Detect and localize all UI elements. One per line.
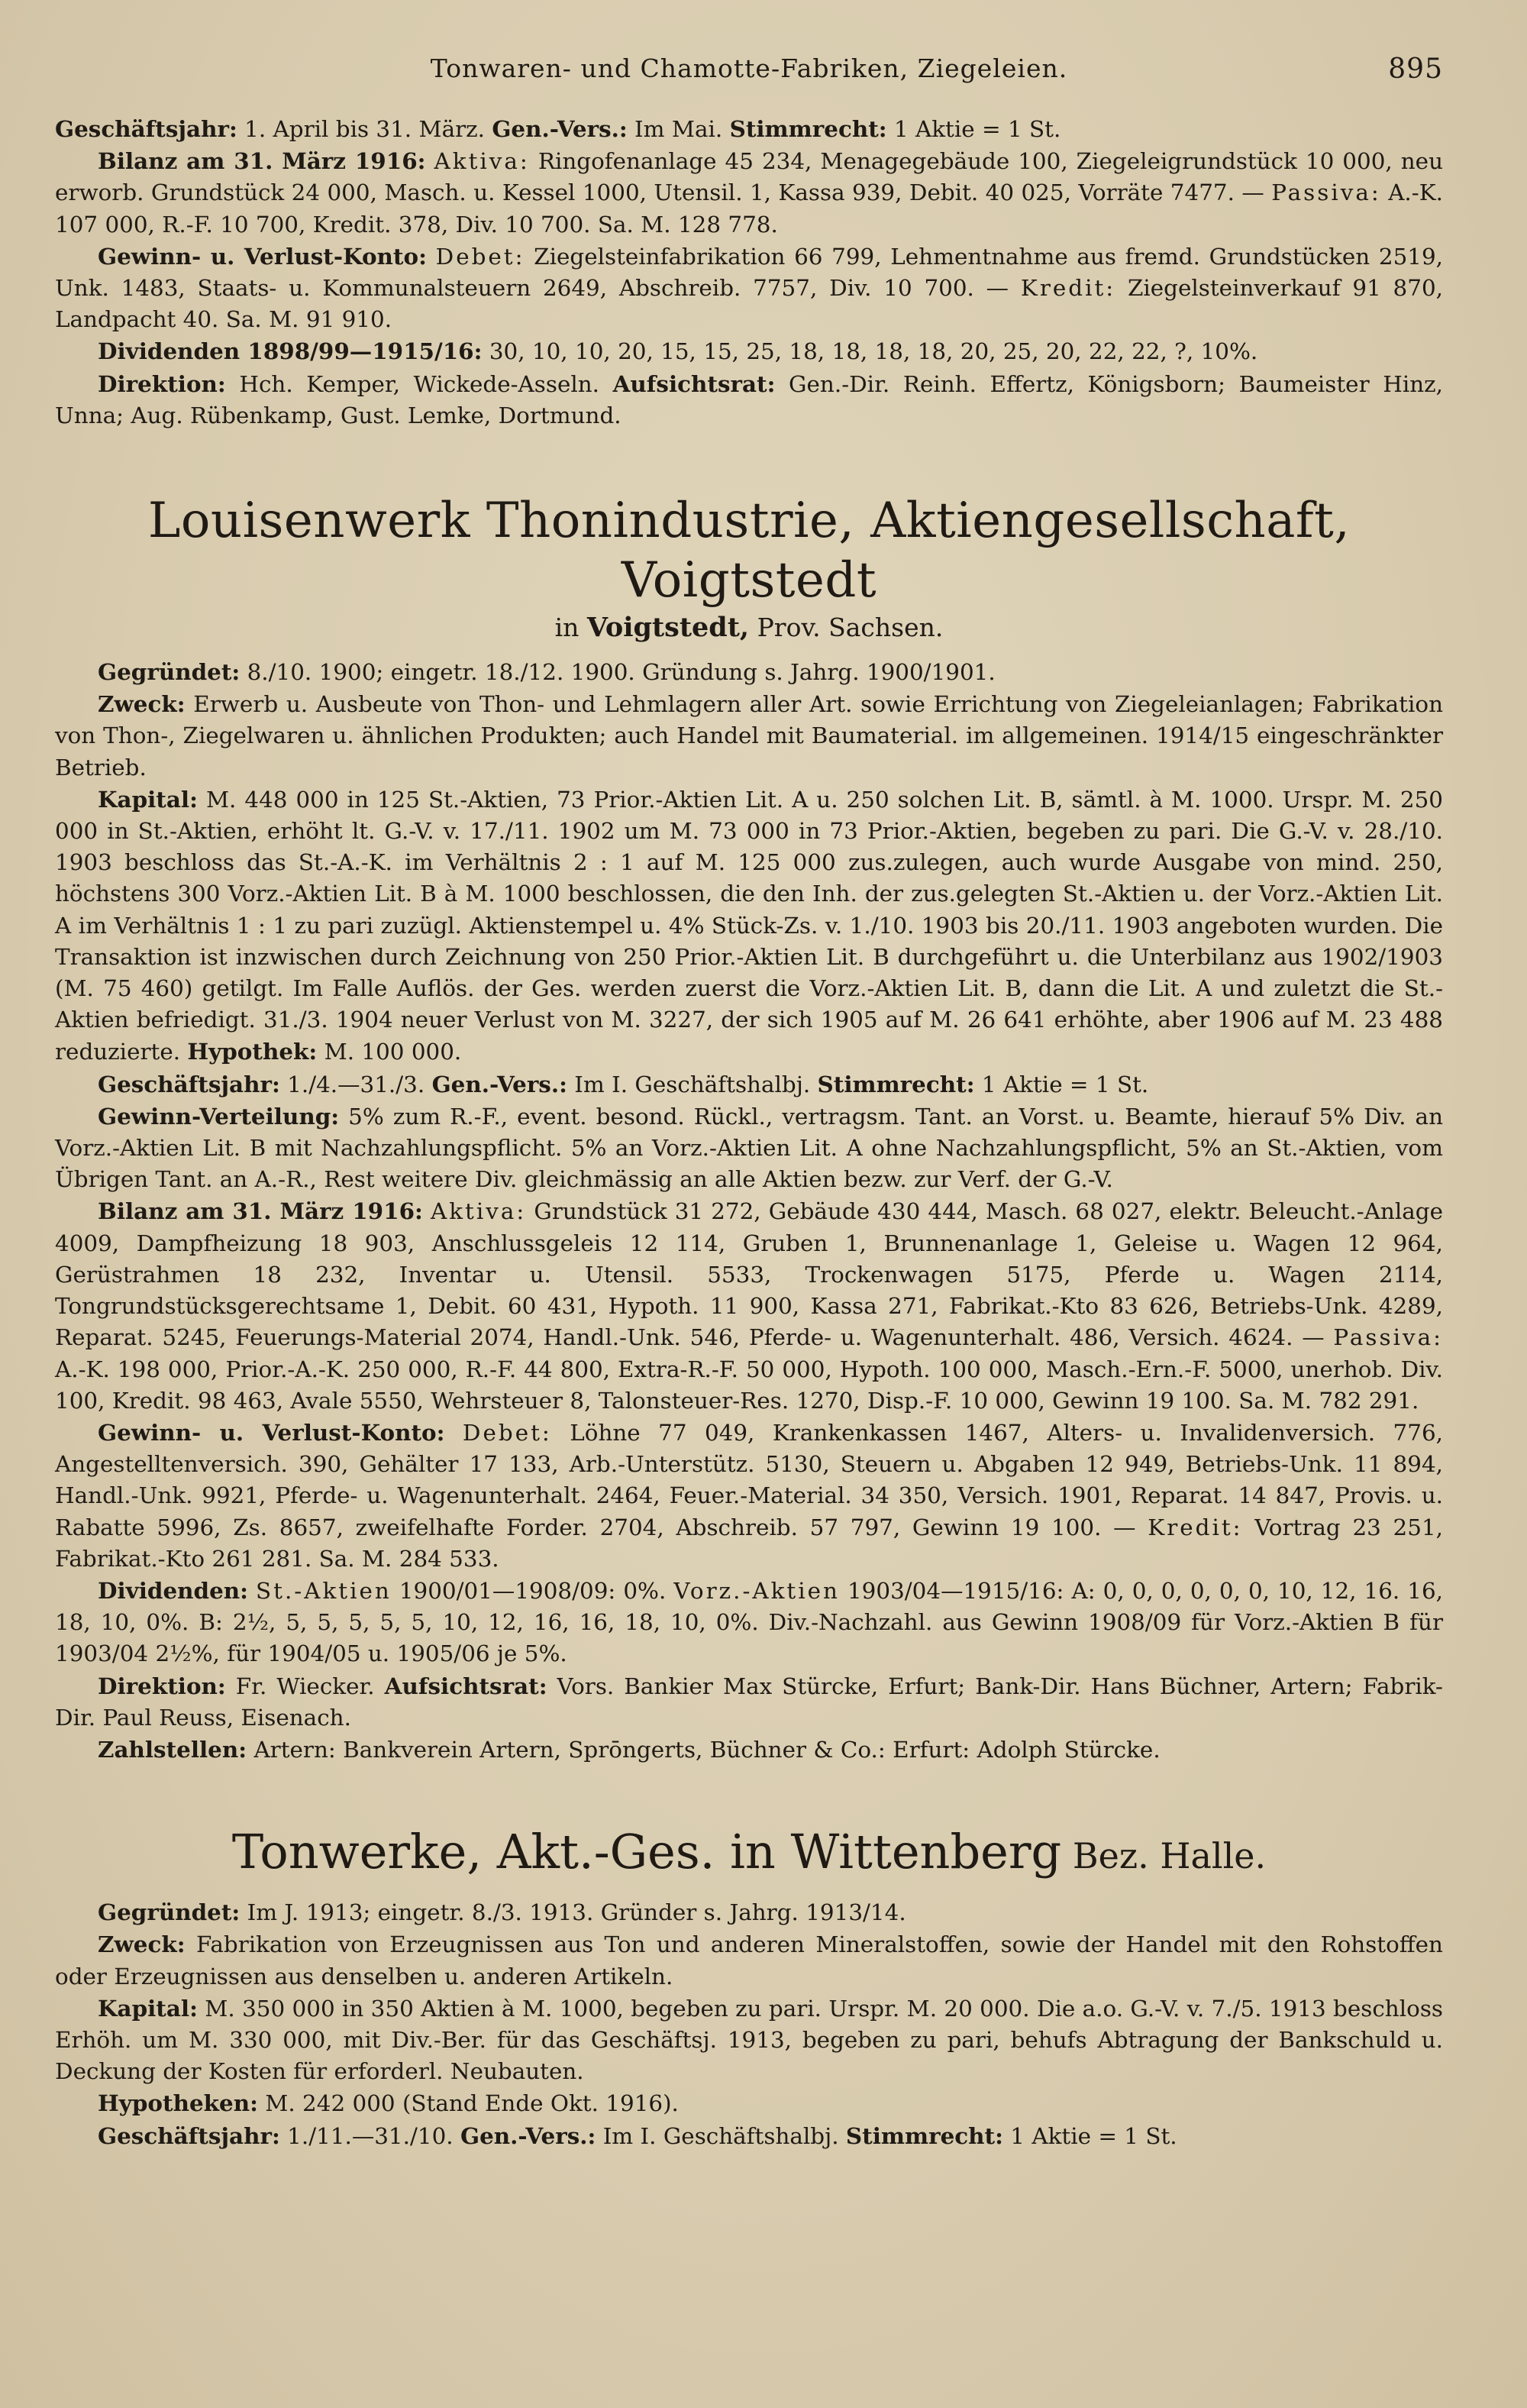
prev-direktion: Direktion: Hch. Kemper, Wickede-Asseln. Aufsichtsrat: Gen.-Dir. Reinh. Effertz, Königsborn; Baumeister Hinz, Unna; Aug. Rübenkamp, Gust. Lemke, Dortmund. bbox=[55, 370, 1443, 428]
louisenwerk-zweck: Zweck: Erwerb u. Ausbeute von Thon- und Lehmlagern aller Art. sowie Errichtung von Ziegeleianlagen; Fabrikation von Thon-, Ziegelwaren u. ähnlichen Produkten; auch Handel mit Baumaterial. im allgemeinen. 1914/15 eingeschränkter Betrieb. bbox=[55, 690, 1443, 781]
page-number: 895 bbox=[1388, 53, 1443, 85]
tonwerke-gegruendet: Gegründet: Im J. 1913; eingetr. 8./3. 1913. Gründer s. Jahrg. 1913/14. bbox=[98, 1899, 906, 1926]
louisenwerk-bilanz: Bilanz am 31. März 1916: Aktiva: Grundstück 31 272, Gebäude 430 444, Masch. 68 027, elektr. Beleucht.-Anlage 4009, Dampfheizung 18 903, Anschlussgeleis 12 114, Gruben 1, Brunnenanlage 1, Geleise u. Wagen 12 964, Gerüstrahmen 18 232, Inventar u. Utensil. 5533, Trockenwagen 5175, Pferde u. Wagen 2114, Tongrundstücksgerechtsame 1, Debit. 60 431, Hypoth. 11 900, Kassa 271, Fabrikat.-Kto 83 626, Betriebs-Unk. 4289, Reparat. 5245, Feuerungs-Material 2074, Handl.-Unk. 546, Pferde- u. Wagenunterhalt. 486, Versich. 4624. — Passiva: A.-K. 198 000, Prior.-A.-K. 250 000, R.-F. 44 800, Extra-R.-F. 50 000, Hypoth. 100 000, Masch.-Ern.-F. 5000, unerhob. Div. 100, Kredit. 98 463, Avale 5550, Wehrsteuer 8, Talonsteuer-Res. 1270, Disp.-F. 10 000, Gewinn 19 100. Sa. M. 782 291. bbox=[55, 1198, 1443, 1414]
louisenwerk-subtitle: in Voigtstedt, Prov. Sachsen. bbox=[554, 612, 944, 644]
tonwerke-kapital: Kapital: M. 350 000 in 350 Aktien à M. 1000, begeben zu pari. Urspr. M. 20 000. Die a.o. G.-V. v. 7./5. 1913 beschloss Erhöh. um M. 330 000, mit Div.-Ber. für das Geschäftsj. 1913, begeben zu pari, behufs Abtragung der Bankschuld u. Deckung der Kosten für erforderl. Neubauten. bbox=[55, 1994, 1443, 2085]
louisenwerk-dividenden: Dividenden: St.-Aktien 1900/01—1908/09: 0%. Vorz.-Aktien 1903/04—1915/16: A: 0, 0, 0, 0, 0, 0, 10, 12, 16. 16, 18, 10, 0%. B: 2½, 5, 5, 5, 5, 5, 10, 12, 16, 16, 18, 10, 0%. Div.-Nachzahl. aus Gewinn 1908/09 für Vorz.-Aktien B für 1903/04 2½%, für 1904/05 u. 1905/06 je 5%. bbox=[55, 1576, 1444, 1667]
prev-geschaeftsjahr: Geschäftsjahr: 1. April bis 31. März. Gen.-Vers.: Im Mai. Stimmrecht: 1 Aktie = 1 St. bbox=[55, 115, 1061, 142]
louisenwerk-geschaeftsjahr: Geschäftsjahr: 1./4.—31./3. Gen.-Vers.: Im I. Geschäftshalbj. Stimmrecht: 1 Aktie = 1 St. bbox=[98, 1070, 1149, 1097]
louisenwerk-title: Louisenwerk Thonindustrie, Aktiengesellschaft, Voigtstedt bbox=[147, 493, 1351, 609]
prev-dividenden: Dividenden 1898/99—1915/16: 30, 10, 10, 20, 15, 15, 25, 18, 18, 18, 18, 20, 25, 20, 22, 22, ?, 10%. bbox=[98, 338, 1258, 365]
louisenwerk-gegruendet: Gegründet: 8./10. 1900; eingetr. 18./12. 1900. Gründung s. Jahrg. 1900/1901. bbox=[98, 658, 996, 686]
tonwerke-title: Tonwerke, Akt.-Ges. in Wittenberg Bez. Halle. bbox=[231, 1824, 1267, 1880]
running-head bbox=[55, 53, 1443, 90]
louisenwerk-gewinn-verlust: Gewinn- u. Verlust-Konto: Debet: Löhne 77 049, Krankenkassen 1467, Alters- u. Invalidenversich. 776, Angestelltenversich. 390, Gehälter 17 133, Arb.-Unterstütz. 5130, Steuern u. Abgaben 12 949, Betriebs-Unk. 11 894, Handl.-Unk. 9921, Pferde- u. Wagenunterhalt. 2464, Feuer.-Material. 34 350, Versich. 1901, Reparat. 14 847, Provis. u. Rabatte 5996, Zs. 8657, zweifelhafte Forder. 2704, Abschreib. 57 797, Gewinn 19 100. — Kredit: Vortrag 23 251, Fabrikat.-Kto 261 281. Sa. M. 284 533. bbox=[55, 1418, 1443, 1572]
louisenwerk-zahlstellen: Zahlstellen: Artern: Bankverein Artern, Sprōngerts, Büchner & Co.: Erfurt: Adolph Stürcke. bbox=[98, 1735, 1161, 1763]
tonwerke-zweck: Zweck: Fabrikation von Erzeugnissen aus Ton und anderen Mineralstoffen, sowie der Handel mit den Rohstoffen oder Erzeugnissen aus denselben u. anderen Artikeln. bbox=[55, 1931, 1443, 1989]
louisenwerk-gewinn-verteilung: Gewinn-Verteilung: 5% zum R.-F., event. besond. Rückl., vertragsm. Tant. an Vorst. u. Beamte, hierauf 5% Div. an Vorz.-Aktien Lit. B mit Nachzahlungspflicht. 5% an Vorz.-Aktien Lit. A ohne Nachzahlungspflicht, 5% an St.-Aktien, vom Übrigen Tant. an A.-R., Rest weitere Div. gleichmässig an alle Aktien bezw. zur Verf. der G.-V. bbox=[55, 1102, 1443, 1193]
prev-bilanz: Bilanz am 31. März 1916: Aktiva: Ringofenanlage 45 234, Menagegebäude 100, Ziegeleigrundstück 10 000, neu erworb. Grundstück 24 000, Masch. u. Kessel 1000, Utensil. 1, Kassa 939, Debit. 40 025, Vorräte 7477. — Passiva: A.-K. 107 000, R.-F. 10 700, Kredit. 378, Div. 10 700. Sa. M. 128 778. bbox=[55, 147, 1444, 238]
running-title: Tonwaren- und Chamotte-Fabriken, Ziegeleien. bbox=[430, 53, 1068, 83]
tonwerke-geschaeftsjahr: Geschäftsjahr: 1./11.—31./10. Gen.-Vers.: Im I. Geschäftshalbj. Stimmrecht: 1 Aktie = 1 St. bbox=[98, 2122, 1177, 2149]
prev-gewinn-verlust: Gewinn- u. Verlust-Konto: Debet: Ziegelsteinfabrikation 66 799, Lehmentnahme aus fremd. Grundstücken 2519, Unk. 1483, Staats- u. Kommunalsteuern 2649, Abschreib. 7757, Div. 10 700. — Kredit: Ziegelsteinverkauf 91 870, Landpacht 40. Sa. M. 91 910. bbox=[55, 242, 1444, 333]
louisenwerk-direktion: Direktion: Fr. Wiecker. Aufsichtsrat: Vors. Bankier Max Stürcke, Erfurt; Bank-Dir. Hans Büchner, Artern; Fabrik-Dir. Paul Reuss, Eisenach. bbox=[55, 1672, 1443, 1731]
louisenwerk-kapital: Kapital: M. 448 000 in 125 St.-Aktien, 73 Prior.-Aktien Lit. A u. 250 solchen Lit. B, sämtl. à M. 1000. Urspr. M. 250 000 in St.-Aktien, erhöht lt. G.-V. v. 17./11. 1902 um M. 73 000 in 73 Prior.-Aktien, begeben zu pari. Die G.-V. v. 28./10. 1903 beschloss das St.-A.-K. im Verhältnis 2 : 1 auf M. 125 000 zus.zulegen, auch wurde Ausgabe von mind. 250, höchstens 300 Vorz.-Aktien Lit. B à M. 1000 beschlossen, die den Inh. der zus.gelegten St.-Aktien u. der Vorz.-Aktien Lit. A im Verhältnis 1 : 1 zu pari zuzügl. Aktienstempel u. 4% Stück-Zs. v. 1./10. 1903 bis 20./11. 1903 angeboten wurden. Die Transaktion ist inzwischen durch Zeichnung von 250 Prior.-Aktien Lit. B durchgeführt u. die Unterbilanz aus 1902/1903 (M. 75 460) getilgt. Im Falle Auflös. der Ges. werden zuerst die Vorz.-Aktien Lit. B, dann die Lit. A und zuletzt die St.-Aktien befriedigt. 31./3. 1904 neuer Verlust von M. 3227, der sich 1905 auf M. 26 641 erhöhte, aber 1906 auf M. 23 488 reduzierte. Hypothek: M. 100 000. bbox=[55, 785, 1443, 1065]
tonwerke-hypotheken: Hypotheken: M. 242 000 (Stand Ende Okt. 1916). bbox=[98, 2090, 679, 2117]
